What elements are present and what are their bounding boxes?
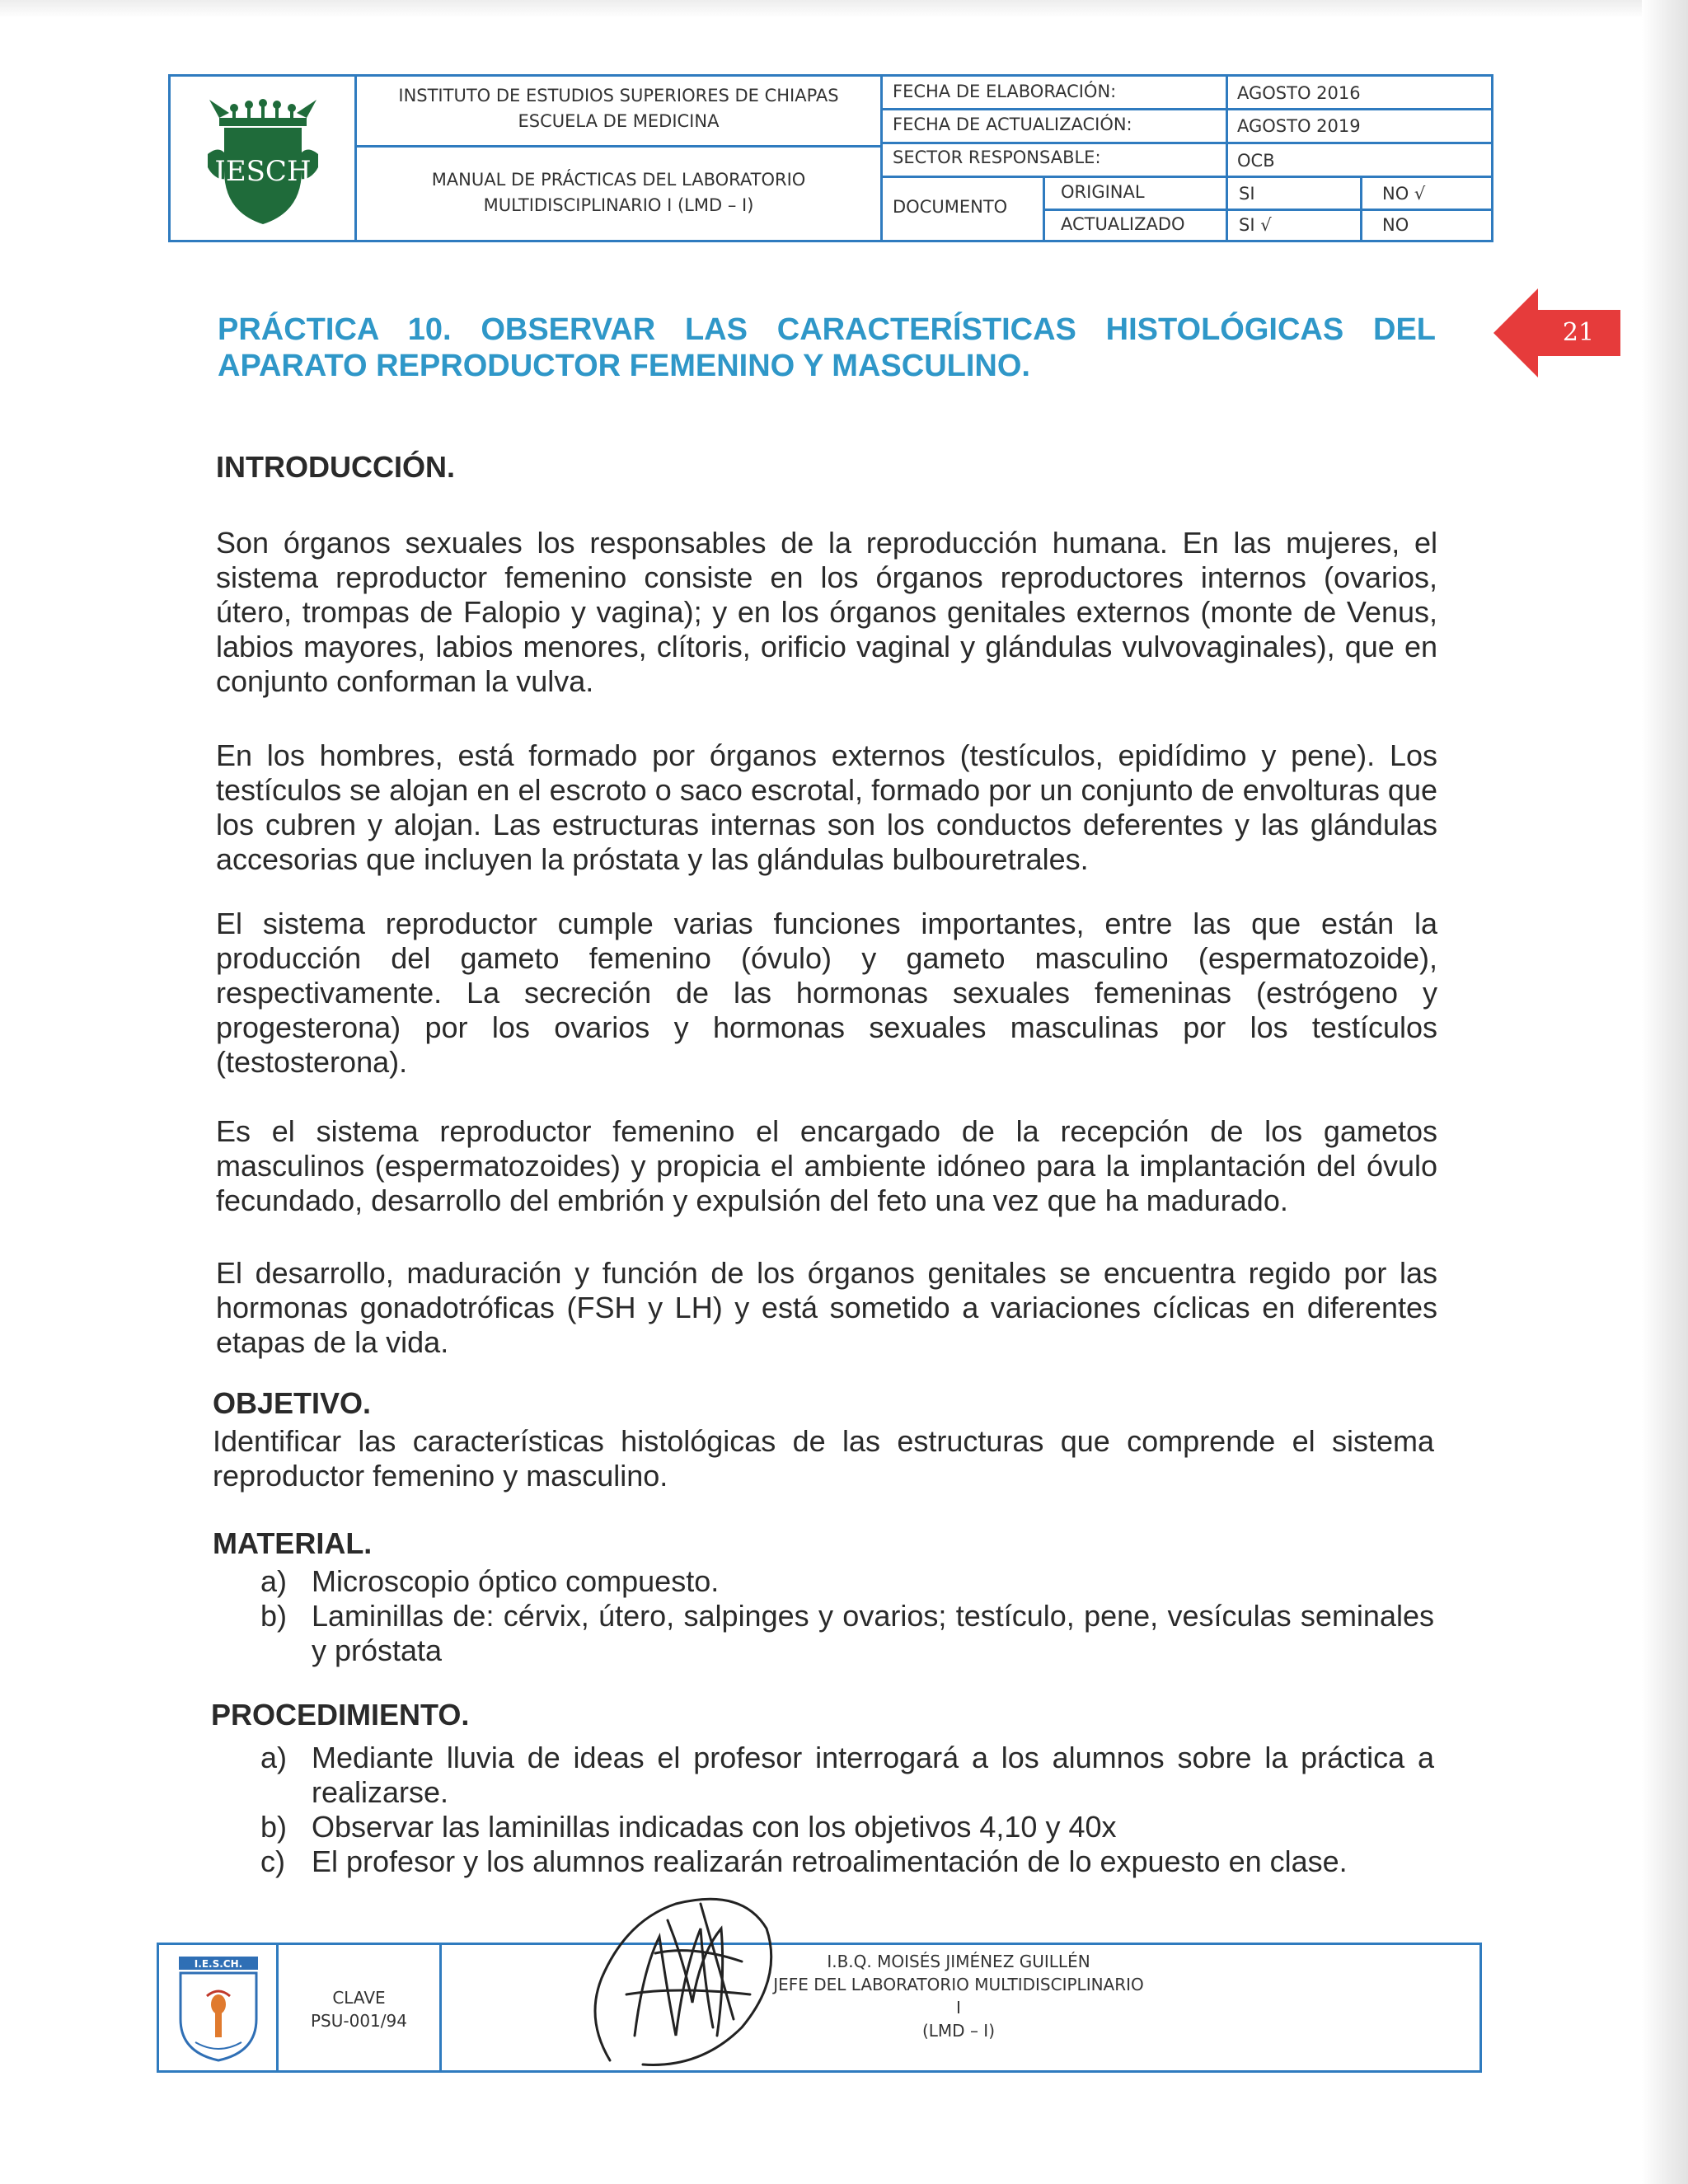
material-heading: MATERIAL. — [213, 1526, 373, 1560]
intro-paragraph-5: El desarrollo, maduración y función de los órganos genitales se encuentra regido por las hormonas gonadotróficas (FSH y LH) y está sometido a variaciones cíclicas en diferentes etapas de la vida. — [216, 1256, 1437, 1359]
seal-icon — [174, 1953, 263, 2064]
list-item-text: Mediante lluvia de ideas el profesor interrogará a los alumnos sobre la práctica a realizarse. — [312, 1741, 1434, 1809]
institution-seal — [174, 1953, 263, 2064]
clave-block — [279, 1986, 439, 2032]
fecha-elaboracion-label: FECHA DE ELABORACIÓN: — [893, 82, 1117, 101]
list-marker: a) — [260, 1741, 288, 1774]
intro-paragraph-3: El sistema reproductor cumple varias funciones importantes, entre las que están la producción del gameto femenino (óvulo) y gameto masculino (espermatozoide), respectivamente. La secreción de las hormonas sexuales femeninas (estrógeno y progesterona) por los ovarios y hormonas sexuales masculinas por los testículos (testosterona). — [216, 907, 1437, 1079]
list-marker: a) — [260, 1564, 288, 1598]
list-item-text: Observar las laminillas indicadas con los objetivos 4,10 y 40x — [312, 1810, 1117, 1844]
clave-label: CLAVE — [332, 1988, 386, 2008]
list-item — [260, 1844, 1434, 1879]
signer-unit: (LMD – I) — [921, 2021, 996, 2041]
list-item — [260, 1741, 1434, 1810]
list-marker: c) — [260, 1844, 285, 1878]
intro-paragraph-1: Son órganos sexuales los responsables de la reproducción humana. En las mujeres, el sistema reproductor femenino consiste en los órganos reproductores internos (ovarios, útero, trompas de Falopio y vagina); y en los órganos genitales externos (monte de Venus, labios mayores, labios menores, clítoris, orificio vaginal y glándulas vulvovaginales), que en conjunto conforman la vulva. — [216, 526, 1437, 698]
institution-name: INSTITUTO DE ESTUDIOS SUPERIORES DE CHIAPAS — [398, 86, 839, 105]
intro-paragraph-4: Es el sistema reproductor femenino el encargado de la recepción de los gametos masculinos (espermatozoides) y propicia el ambiente idóneo para la implantación del óvulo fecundado, desarrollo del embrión y expulsión del feto una vez que ha madurado. — [216, 1114, 1437, 1217]
crown-logo-icon — [201, 88, 325, 228]
objetivo-heading: OBJETIVO. — [213, 1386, 372, 1420]
actualizado-si: SI √ — [1239, 215, 1272, 235]
svg-text:I.E.S.CH.: I.E.S.CH. — [194, 1958, 243, 1970]
objetivo-text: Identificar las características histológicas de las estructuras que comprende el sistema reproductor femenino y masculino. — [213, 1424, 1434, 1493]
list-item-text: Microscopio óptico compuesto. — [312, 1564, 720, 1598]
list-item — [260, 1599, 1434, 1668]
procedimiento-heading: PROCEDIMIENTO. — [211, 1698, 470, 1732]
institution-name-block — [357, 83, 880, 134]
signer-block — [769, 1950, 1148, 2042]
actualizado-label: ACTUALIZADO — [1061, 214, 1185, 234]
actualizado-no: NO — [1382, 215, 1409, 235]
clave-value: PSU-001/94 — [311, 2011, 407, 2031]
list-item — [260, 1564, 1434, 1599]
signer-role: JEFE DEL LABORATORIO MULTIDISCIPLINARIO I — [773, 1975, 1144, 2018]
fecha-actualizacion-label: FECHA DE ACTUALIZACIÓN: — [893, 115, 1132, 134]
manual-title-line2: MULTIDISCIPLINARIO I (LMD – I) — [483, 195, 754, 215]
header-table — [168, 74, 1493, 242]
list-item — [260, 1810, 1434, 1844]
school-name: ESCUELA DE MEDICINA — [518, 111, 720, 131]
manual-title-block — [357, 167, 880, 218]
original-si: SI — [1239, 184, 1255, 204]
scan-edge-shade — [1642, 0, 1688, 2184]
material-list — [260, 1564, 1434, 1668]
institution-logo — [171, 77, 354, 240]
fecha-elaboracion-value: AGOSTO 2016 — [1237, 83, 1361, 103]
page-number: 21 — [1562, 318, 1595, 347]
signer-name: I.B.Q. MOISÉS JIMÉNEZ GUILLÉN — [827, 1952, 1090, 1971]
practice-title: PRÁCTICA 10. OBSERVAR LAS CARACTERÍSTICAS HISTOLÓGICAS DEL APARATO REPRODUCTOR FEMENINO Y MASCULINO. — [218, 312, 1436, 383]
footer-table — [157, 1943, 1482, 2073]
original-no: NO √ — [1382, 184, 1426, 204]
procedimiento-list — [260, 1741, 1434, 1879]
documento-label: DOCUMENTO — [893, 197, 1008, 217]
manual-title-line1: MANUAL DE PRÁCTICAS DEL LABORATORIO — [431, 170, 806, 190]
original-label: ORIGINAL — [1061, 182, 1145, 202]
intro-paragraph-2: En los hombres, está formado por órganos externos (testículos, epidídimo y pene). Los testículos se alojan en el escroto o saco escrotal, formado por un conjunto de envolturas que los cubren y alojan. Las estructuras internas son los conductos deferentes y las glándulas accesorias que incluyen la próstata y las glándulas bulbouretrales. — [216, 738, 1437, 876]
list-marker: b) — [260, 1810, 288, 1844]
page-tab-arrow — [1493, 288, 1538, 377]
signature-icon — [577, 1871, 791, 2077]
intro-heading: INTRODUCCIÓN. — [216, 450, 455, 484]
list-item-text: El profesor y los alumnos realizarán retroalimentación de lo expuesto en clase. — [312, 1844, 1348, 1878]
list-item-text: Laminillas de: cérvix, útero, salpinges y ovarios; testículo, pene, vesículas seminales y próstata — [312, 1599, 1434, 1667]
sector-label: SECTOR RESPONSABLE: — [893, 148, 1101, 167]
list-marker: b) — [260, 1599, 288, 1633]
fecha-actualizacion-value: AGOSTO 2019 — [1237, 116, 1361, 136]
sector-value: OCB — [1237, 151, 1275, 171]
scan-top-shade — [0, 0, 1688, 18]
svg-text:IESCH: IESCH — [213, 155, 312, 188]
